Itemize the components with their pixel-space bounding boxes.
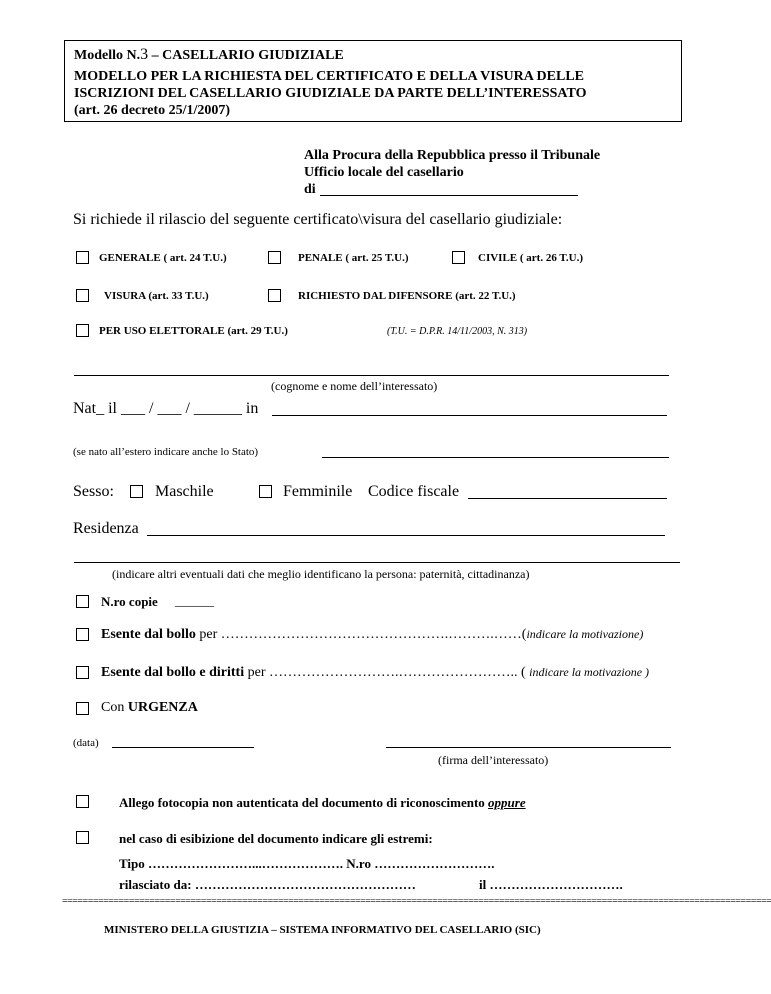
residence-field[interactable] [147,535,665,536]
checkbox-urgent[interactable] [76,702,89,715]
footer-text: MINISTERO DELLA GIUSTIZIA – SISTEMA INFORMATIVO DEL CASELLARIO (SIC) [104,924,541,936]
stamp-fees-line [101,665,649,681]
birth-label: Nat_ il ___ / ___ / ______ in [73,400,259,417]
stamp-exempt-note: indicare la motivazione) [526,627,644,641]
stamp-fees-per: per ……………………….…………………….. ( [244,665,530,680]
copies-field[interactable]: ______ [175,593,214,608]
model-number: 3 [140,46,149,63]
recipient-line-2: Ufficio locale del casellario [304,165,464,180]
option-penale: PENALE ( art. 25 T.U.) [298,252,409,264]
male-label: Maschile [155,483,214,500]
checkbox-exhibit[interactable] [76,831,89,844]
separator-line: ========================================================================================================================================== [62,896,771,907]
option-elettorale: PER USO ELETTORALE (art. 29 T.U.) [99,325,288,337]
request-text: Si richiede il rilascio del seguente certificato\visura del casellario giudiziale: [73,211,563,228]
copy-or: oppure [488,795,526,810]
checkbox-penale[interactable] [268,251,281,264]
signature-field[interactable] [386,747,671,748]
model-suffix: – CASELLARIO GIUDIZIALE [148,48,344,63]
option-civile: CIVILE ( art. 26 T.U.) [478,252,584,264]
recipient-line-3: di [304,182,316,197]
urgent-line [101,700,198,716]
urgent-prefix: Con [101,700,125,715]
checkbox-difensore[interactable] [268,289,281,302]
stamp-exempt-per: per ………………………………………….……….……( [195,627,527,642]
checkbox-civile[interactable] [452,251,465,264]
model-title [74,46,344,64]
option-visura: VISURA (art. 33 T.U.) [104,290,209,302]
name-field[interactable] [74,375,669,376]
issued-by-line[interactable]: rilasciato da: …………………………………………… [119,877,416,892]
other-data-note: (indicare altri eventuali dati che meglio identificano la persona: paternità, cittadinanza) [112,567,530,581]
other-data-field[interactable] [74,562,680,563]
foreign-note: (se nato all’estero indicare anche lo Stato) [73,446,259,458]
stamp-fees-note: indicare la motivazione ) [529,665,650,679]
exhibit-text: nel caso di esibizione del documento indicare gli estremi: [119,831,433,846]
name-caption: (cognome e nome dell’interessato) [271,379,438,393]
checkbox-female[interactable] [259,485,272,498]
model-prefix: Modello N. [74,48,141,63]
checkbox-male[interactable] [130,485,143,498]
female-label: Femminile [283,483,353,500]
option-generale: GENERALE ( art. 24 T.U.) [99,252,227,264]
date-label: (data) [73,737,99,749]
residence-label: Residenza [73,520,139,537]
checkbox-generale[interactable] [76,251,89,264]
copy-text: Allego fotocopia non autenticata del documento di riconoscimento [119,795,485,810]
fiscal-code-label: Codice fiscale [368,483,460,500]
checkbox-stamp-fees-exempt[interactable] [76,666,89,679]
fiscal-code-field[interactable] [468,498,667,499]
copy-attached-line [119,795,526,811]
signature-caption: (firma dell’interessato) [438,753,549,767]
option-difensore: RICHIESTO DAL DIFENSORE (art. 22 T.U.) [298,290,516,302]
title-line-2: ISCRIZIONI DEL CASELLARIO GIUDIZIALE DA PARTE DELL’INTERESSATO [74,86,587,101]
checkbox-copies[interactable] [76,595,89,608]
stamp-exempt-line [101,627,643,643]
document-type-line[interactable]: Tipo ……………………...………………. N.ro ………………………. [119,856,495,871]
recipient-city-field[interactable] [320,195,578,196]
checkbox-visura[interactable] [76,289,89,302]
sex-label: Sesso: [73,483,114,500]
tu-note: (T.U. = D.P.R. 14/11/2003, N. 313) [387,326,528,337]
title-line-1: MODELLO PER LA RICHIESTA DEL CERTIFICATO E DELLA VISURA DELLE [74,69,584,84]
birth-place-field[interactable] [272,415,667,416]
checkbox-copy-attached[interactable] [76,795,89,808]
checkbox-elettorale[interactable] [76,324,89,337]
checkbox-stamp-exempt[interactable] [76,628,89,641]
title-line-3: (art. 26 decreto 25/1/2007) [74,103,231,118]
date-field[interactable] [112,747,254,748]
state-field[interactable] [322,457,669,458]
copies-label: N.ro copie [101,594,158,609]
recipient-line-1: Alla Procura della Repubblica presso il Tribunale [304,148,601,163]
urgent-label: URGENZA [127,700,198,715]
stamp-exempt-label: Esente dal bollo [101,627,196,642]
stamp-fees-label: Esente dal bollo e diritti [101,665,245,680]
issued-on-line[interactable]: il …………………………. [479,877,623,892]
